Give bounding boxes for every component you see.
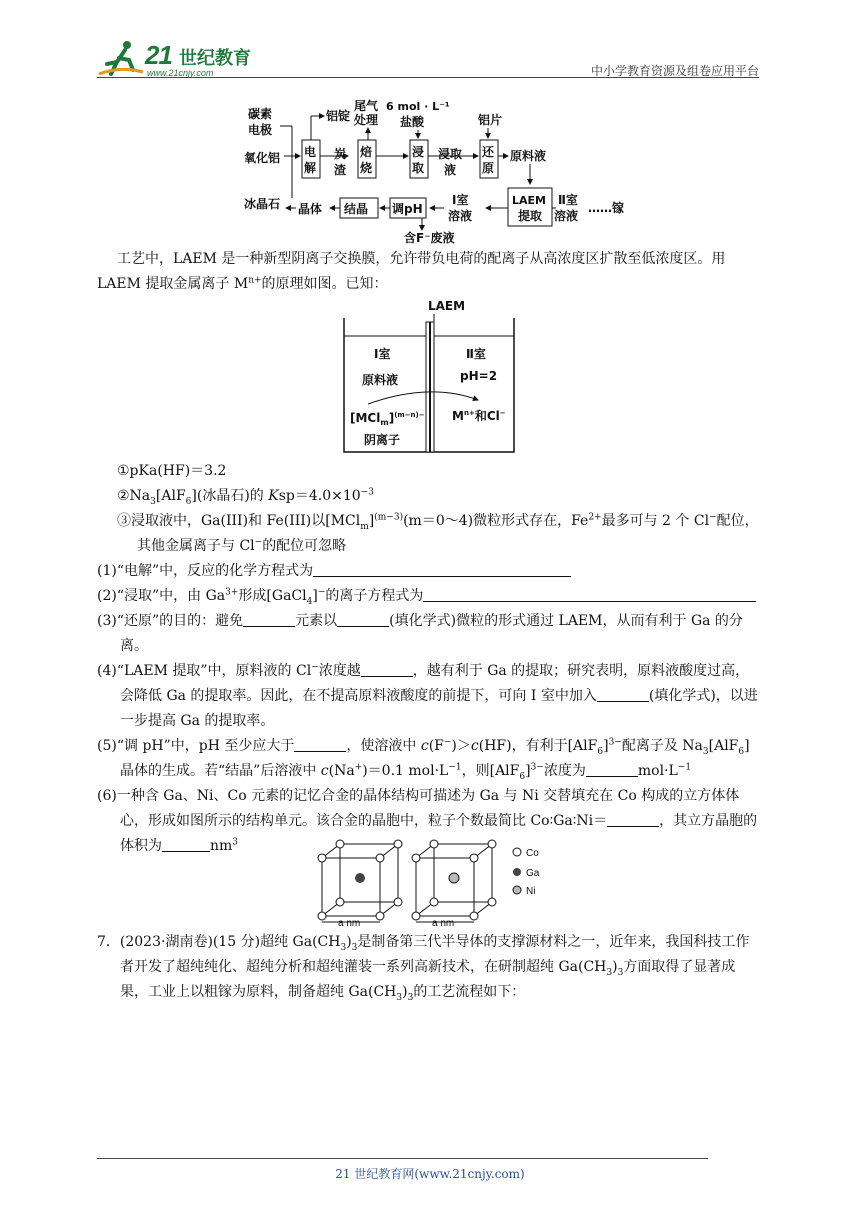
- page-footer: 21 世纪教育网(www.21cnjy.com): [335, 1167, 525, 1181]
- legend-ni-icon: [513, 886, 521, 894]
- flow-waste: 含F⁻废液: [404, 231, 455, 245]
- answer-blank-5b[interactable]: [586, 762, 638, 777]
- flow-tail-gas-2: 处理: [354, 113, 379, 127]
- logo-text-cn: 世纪教育: [179, 48, 251, 69]
- flow-left2: 电极: [248, 123, 273, 137]
- answer-blank-4b[interactable]: [597, 687, 649, 702]
- flow-jinqu-1: 浸: [412, 145, 425, 159]
- membrane-complex: $[MCl_m]^{(m-n)-}$: [350, 411, 425, 427]
- answer-blank-6b[interactable]: [162, 837, 210, 852]
- flow-left4: 冰晶石: [244, 197, 281, 211]
- header-platform-text: 中小学教育资源及组卷应用平台: [590, 64, 759, 78]
- flow-ga: ……镓: [588, 201, 625, 215]
- flow-beishao-2: 烧: [360, 161, 373, 175]
- legend-ga-icon: [513, 868, 521, 876]
- flow-dianjie-2: 解: [304, 161, 317, 175]
- intro-text: 工艺中，LAEM 是一种新型阴离子交换膜，允许带负电荷的配离子从高浓度区扩散至低浓度区。用 LAEM 提取金属离子 M: [97, 251, 726, 292]
- flow-jiejing: 结晶: [344, 202, 369, 216]
- flow-laem-1: LAEM: [512, 194, 546, 207]
- answer-blank-3b[interactable]: [337, 612, 389, 627]
- membrane-room2: Ⅱ室: [466, 347, 486, 361]
- answer-blank-4a[interactable]: [361, 662, 413, 677]
- runner-logo-icon: [97, 38, 145, 78]
- question-2: (2)“浸取”中，由 $Ga^{3+}$形成[GaCl$_4$]−的离子方程式为: [97, 584, 762, 609]
- flow-ph: 调pH: [392, 202, 423, 216]
- legend-ga: Ga: [526, 868, 540, 879]
- flow-laem-2: 提取: [518, 209, 543, 223]
- flow-yuanliaoye: 原料液: [510, 149, 547, 163]
- answer-blank-3a[interactable]: [243, 612, 295, 627]
- answer-blank-2[interactable]: [423, 587, 756, 602]
- flow-dianjie-1: 电: [304, 145, 317, 159]
- process-flowchart: [240, 96, 625, 246]
- header-divider: [97, 77, 759, 78]
- intro-sup: n+: [248, 275, 262, 286]
- membrane-products: $M^{n+}$和Cl−: [452, 409, 506, 423]
- ga-atom-icon: [355, 873, 365, 883]
- flow-left3: 氧化铝: [244, 151, 281, 165]
- note-3: ③浸取液中，Ga(III)和 Fe(III)以$[MCl_m]^{(m-3)}(m=0\sim 4)$微粒形式存在，$Fe^{2+}$最多可与 2 个 Cl−配位， 其他金属离子与 Cl−的配位可忽略: [117, 512, 759, 554]
- logo-url: www.21cnjy.com: [147, 68, 214, 78]
- flow-tanzha-1: 炭: [334, 147, 347, 161]
- questions-block: [97, 459, 762, 859]
- answer-blank-1[interactable]: [313, 562, 571, 577]
- legend-co-icon: [513, 848, 521, 856]
- site-logo: [97, 38, 267, 78]
- flow-jingti: 晶体: [298, 202, 323, 216]
- question-1: (1)“电解”中，反应的化学方程式为: [97, 559, 762, 584]
- flow-beishao-1: 焙: [360, 145, 373, 159]
- intro-paragraph: [97, 247, 762, 297]
- footer-divider: [97, 1158, 708, 1159]
- flow-room2-2: 溶液: [554, 209, 579, 223]
- crystal-structure-diagram: [316, 838, 556, 928]
- flow-tail-gas-1: 尾气: [354, 99, 379, 113]
- flow-jinquye-1: 浸取: [438, 147, 463, 161]
- page-header: [97, 38, 759, 78]
- answer-blank-5a[interactable]: [294, 737, 346, 752]
- answer-blank-6a[interactable]: [607, 812, 659, 827]
- flow-huanyuan-1: 还: [482, 145, 495, 159]
- note-2: $②Na_3[AlF_6]$(冰晶石)的 $Ksp=4.0\times 10^{-3}$: [117, 487, 374, 507]
- flow-acid-1: 6 mol · L⁻¹: [386, 100, 450, 113]
- edge-label-1: a nm: [338, 918, 361, 929]
- flow-al-sheet: 铝片: [478, 113, 503, 127]
- membrane-feed: 原料液: [362, 373, 399, 387]
- legend-ni: Ni: [526, 886, 536, 897]
- flow-huanyuan-2: 原: [482, 161, 495, 175]
- logo-text: 21: [145, 40, 172, 70]
- legend-co: Co: [526, 848, 539, 859]
- flow-al-ingot: 铝锭: [326, 109, 351, 123]
- membrane-ph: pH=2: [460, 369, 498, 383]
- flow-acid-2: 盐酸: [400, 115, 425, 129]
- edge-label-2: a nm: [432, 918, 455, 929]
- question-5: (5)“调 pH”中，pH 至少应大于 ，使溶液中 c(F−)＞c(HF)，有利于$[AlF_6]^{3-}$配离子及 $Na_3[AlF_6]$ 晶体的生成。若“结晶”后溶液中 c(Na+)＝0.1 $mol\cdot L^{-1}$，则$[AlF_6]^{3-}$浓度为 $mol\cdot L^{-1}$: [97, 737, 750, 782]
- flow-jinqu-2: 取: [412, 161, 425, 175]
- flow-jinquye-2: 液: [444, 163, 457, 177]
- ni-atom-icon: [449, 873, 459, 883]
- membrane-anion: 阴离子: [364, 433, 401, 447]
- question-7: 7．(2023·湖南卷)(15 分)超纯 $Ga(CH_3)_3$是制备第三代半导体的支撑源材料之一，近年来，我国科技工作者开发了超纯纯化、超纯分析和超纯灌装一系列高新技术，在研制超纯 $Ga(CH_3)_3$方面取得了显著成果，工业上以粗镓为原料，制备超纯 $Ga(CH_3)_3$的工艺流程如下：: [97, 934, 750, 1003]
- intro-tail: 的原理如图。已知：: [261, 276, 388, 292]
- flow-room1-1: Ⅰ室: [452, 193, 469, 207]
- question-6: (6)一种含 Ga、Ni、Co 元素的记忆合金的晶体结构可描述为 Ga 与 Ni 交替填充在 Co 构成的立方体体心，形成如图所示的结构单元。该合金的晶胞中，粒子个数最简比 Co∶Ga∶Ni＝ ，其立方晶胞的体积为 $nm^3$: [97, 788, 758, 854]
- flow-room2-1: Ⅱ室: [558, 193, 578, 207]
- note-1: ①pKa(HF)＝3.2: [117, 463, 227, 479]
- flow-room1-2: 溶液: [448, 209, 473, 223]
- question-4: (4)“LAEM 提取”中，原料液的 Cl−浓度越 ，越有利于 Ga 的提取；研究表明，原料液酸度过高，会降低 Ga 的提取率。因此，在不提高原料液酸度的前提下，可向 I 室中加入 (填化学式)，以进一步提高 Ga 的提取率。: [97, 662, 758, 729]
- membrane-title: LAEM: [428, 299, 466, 313]
- flow-tanzha-2: 渣: [334, 163, 347, 177]
- laem-membrane-diagram: [340, 296, 518, 454]
- flow-left1: 碳素: [248, 107, 273, 121]
- question-3: (3)“还原”的目的：避免 元素以 (填化学式)微粒的形式通过 LAEM，从而有利于 Ga 的分离。: [97, 613, 743, 654]
- membrane-room1: Ⅰ室: [374, 347, 391, 361]
